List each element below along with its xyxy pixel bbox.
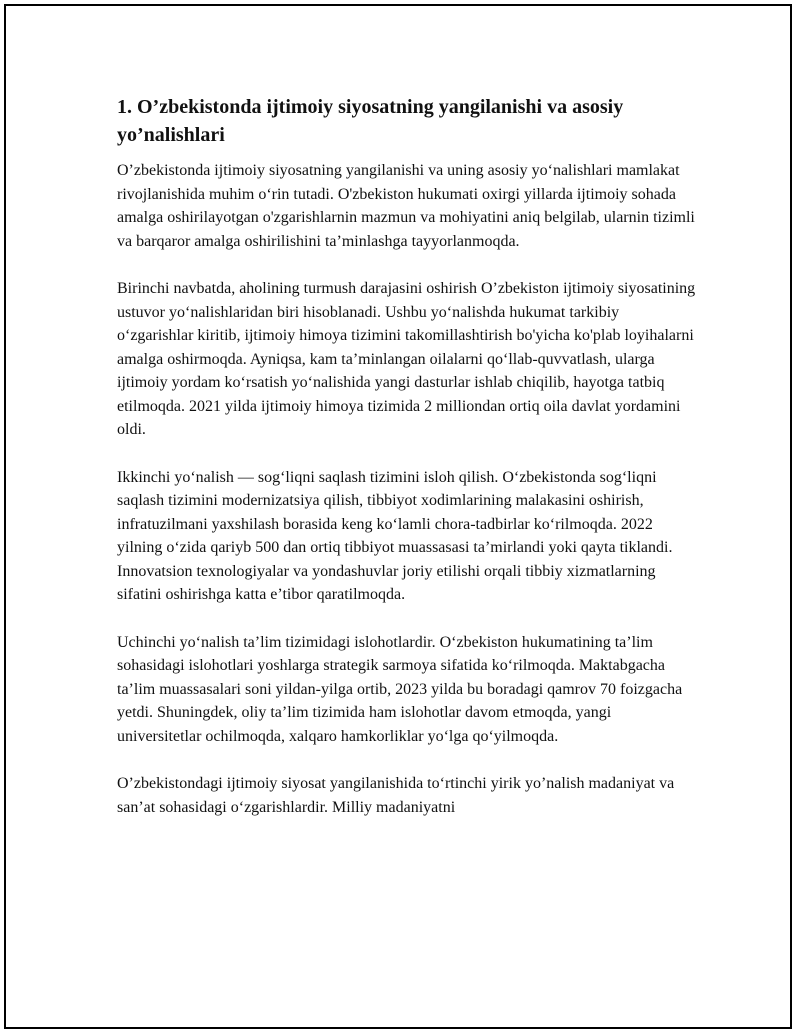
paragraph-fourth-direction: O’zbekistondagi ijtimoiy siyosat yangilanishida to‘rtinchi yirik yo’nalish madaniyat va san’at sohasidagi o‘zgarishlardir. Milliy madaniyatni (117, 775, 675, 816)
paragraph-third-direction: Uchinchi yo‘nalish ta’lim tizimidagi islohotlardir. O‘zbekiston hukumatining ta’lim sohasidagi islohotlari yoshlarga strategik sarmoya sifatida ko‘rilmoqda. Maktabgacha ta’lim muassasalari soni yildan-yilga ortib, 2023 yilda bu boradagi qamrov 70 foizgacha yetdi. Shuningdek, oliy ta’lim tizimida ham islohotlar davom etmoqda, yangi universitetlar ochilmoqda, xalqaro hamkorliklar yo‘lga qo‘yilmoqda. (117, 633, 683, 745)
section-heading: 1. O’zbekistonda ijtimoiy siyosatning yangilanishi va asosiy yo’nalishlari (117, 96, 624, 146)
paragraph-first-direction: Birinchi navbatda, aholining turmush darajasini oshirish O’zbekiston ijtimoiy siyosatining ustuvor yo‘nalishlaridan biri hisoblanadi. Ushbu yo‘nalishda hukumat tarkibiy o‘zgarishlar kiritib, ijtimoiy himoya tizimini takomillashtirish bo'yicha ko'plab loyihalarni amalga oshirmoqda. Ayniqsa, kam ta’minlangan oilalarni qo‘llab-quvvatlash, ularga ijtimoiy yordam ko‘rsatish yo‘nalishida yangi dasturlar ishlab chiqilib, hayotga tatbiq etilmoqda. 2021 yilda ijtimoiy himoya tizimida 2 milliondan ortiq oila davlat yordamini oldi. (117, 280, 696, 438)
paragraph-intro: O’zbekistonda ijtimoiy siyosatning yangilanishi va uning asosiy yo‘nalishlari mamlakat rivojlanishida muhim o‘rin tutadi. O'zbekiston hukumati oxirgi yillarda ijtimoiy sohada amalga oshirilayotgan o'zgarishlarnin mazmun va mohiyatini aniq belgilab, ularnin tizimli va barqaror amalga oshirilishini ta’minlashga tayyorlanmoqda. (117, 162, 695, 250)
document-body (117, 93, 699, 843)
paragraph-second-direction: Ikkinchi yo‘nalish — sog‘liqni saqlash tizimini isloh qilish. O‘zbekistonda sog‘liqni saqlash tizimini modernizatsiya qilish, tibbiyot xodimlarining malakasini oshirish, infratuzilmani yaxshilash borasida keng ko‘lamli chora-tadbirlar ko‘rilmoqda. 2022 yilning o‘zida qariyb 500 dan ortiq tibbiyot muassasasi ta’mirlandi yoki qayta tiklandi. Innovatsion texnologiyalar va yondashuvlar joriy etilishi orqali tibbiy xizmatlarning sifatini oshirishga katta e’tibor qaratilmoqda. (117, 468, 673, 603)
